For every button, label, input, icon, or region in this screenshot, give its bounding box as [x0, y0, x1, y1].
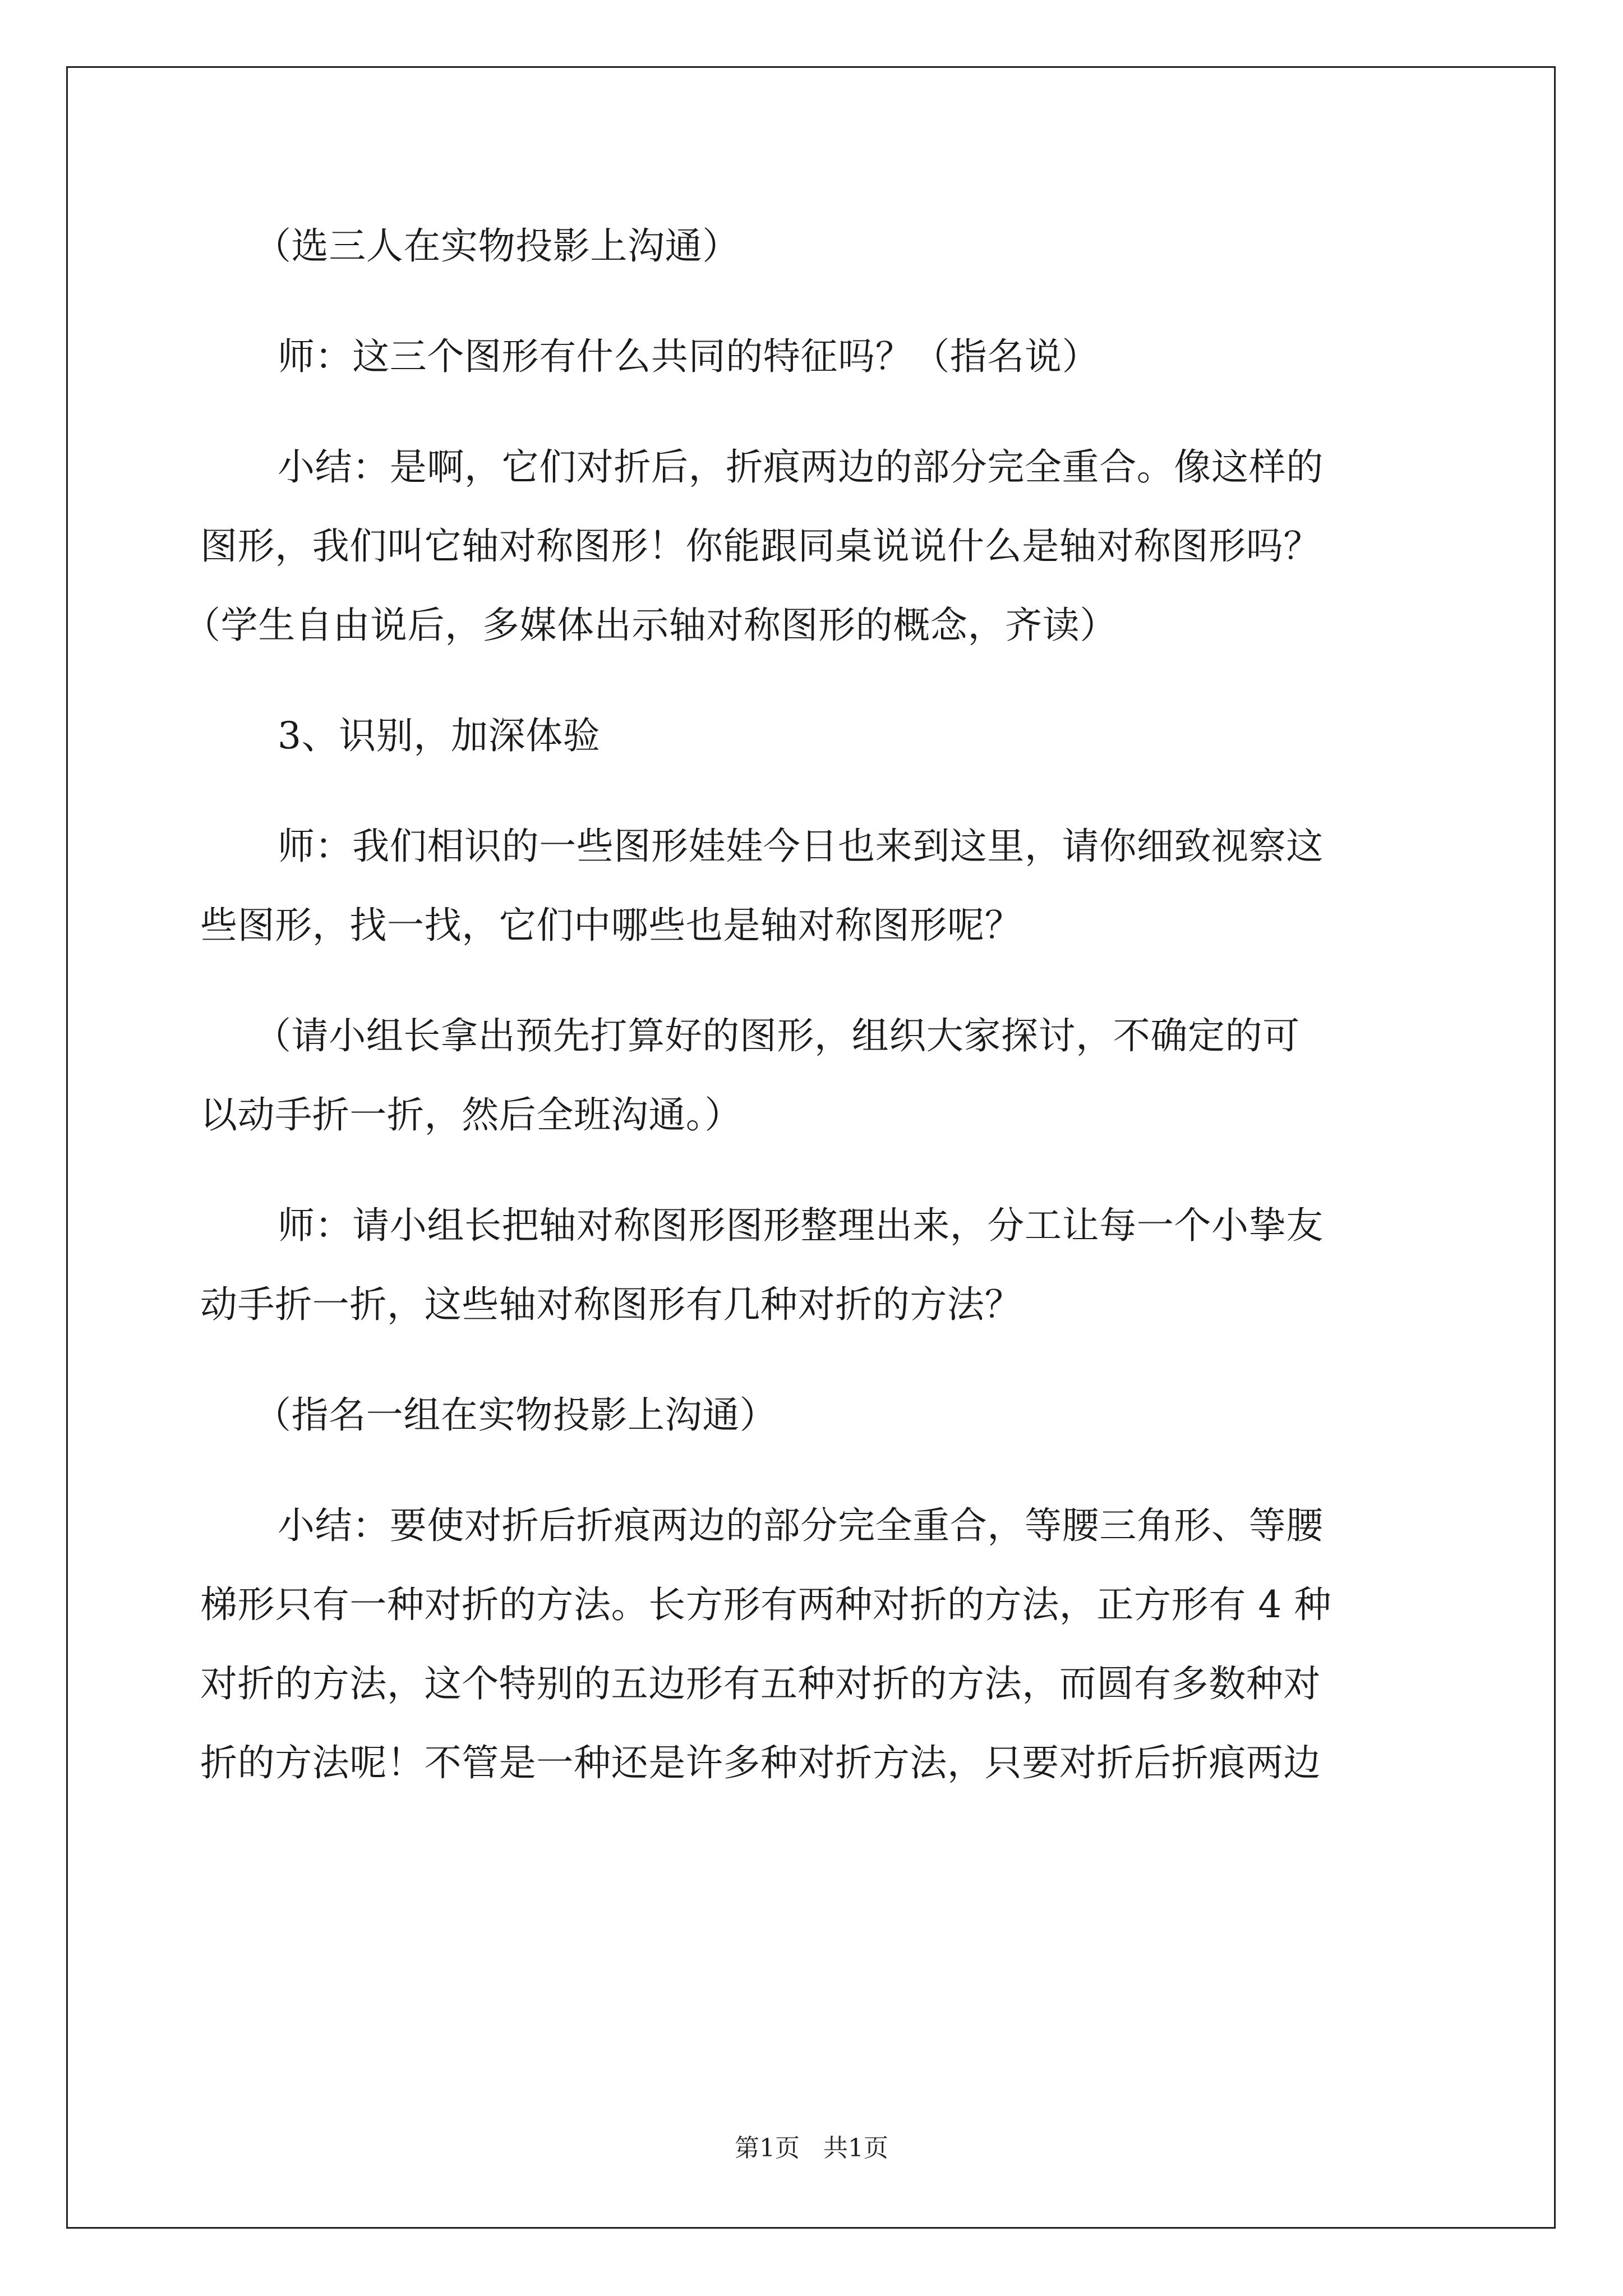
text-line: 些图形，找一找，它们中哪些也是轴对称图形呢？	[200, 904, 1022, 947]
text-line: 梯形只有一种对折的方法。长方形有两种对折的方法，正方形有 4 种	[200, 1583, 1332, 1626]
text-line: 师：这三个图形有什么共同的特征吗？（指名说）	[278, 335, 1100, 378]
text-line: 师：请小组长把轴对称图形图形整理出来，分工让每一个小挚友	[278, 1204, 1324, 1247]
text-line: 小结：要使对折后折痕两边的部分完全重合，等腰三角形、等腰	[278, 1504, 1324, 1547]
text-line: （请小组长拿出预先打算好的图形，组织大家探讨，不确定的可	[254, 1014, 1300, 1057]
text-line: 师：我们相识的一些图形娃娃今日也来到这里，请你细致视察这	[278, 825, 1324, 868]
document-body	[183, 206, 1423, 1834]
text-line: 以动手折一折，然后全班沟通。）	[200, 1093, 742, 1137]
text-line: 动手折一折，这些轴对称图形有几种对折的方法？	[200, 1283, 1022, 1326]
text-line: 小结：是啊，它们对折后，折痕两边的部分完全重合。像这样的	[278, 445, 1324, 489]
paragraph-8	[200, 1375, 1423, 1455]
paragraph-1	[200, 206, 1423, 286]
text-line: 折的方法呢！不管是一种还是许多种对折方法，只要对折后折痕两边	[200, 1741, 1321, 1784]
paragraph-9	[200, 1486, 1423, 1802]
text-line: （学生自由说后，多媒体出示轴对称图形的概念，齐读）	[183, 604, 1117, 647]
paragraph-2	[200, 317, 1423, 396]
text-line: 图形，我们叫它轴对称图形！你能跟同桌说说什么是轴对称图形吗？	[200, 524, 1321, 568]
text-line: （选三人在实物投影上沟通）	[254, 224, 740, 268]
text-line: 3、识别，加深体验	[278, 714, 601, 757]
page-number-label: 第1页 共1页	[735, 2134, 888, 2162]
paragraph-6	[200, 996, 1423, 1154]
paragraph-3	[183, 427, 1423, 665]
text-line: 对折的方法，这个特别的五边形有五种对折的方法，而圆有多数种对	[200, 1662, 1321, 1705]
paragraph-7	[200, 1186, 1423, 1344]
paragraph-4	[200, 696, 1423, 775]
paragraph-5	[200, 807, 1423, 965]
page-footer	[0, 2132, 1623, 2165]
text-line: （指名一组在实物投影上沟通）	[254, 1393, 777, 1437]
